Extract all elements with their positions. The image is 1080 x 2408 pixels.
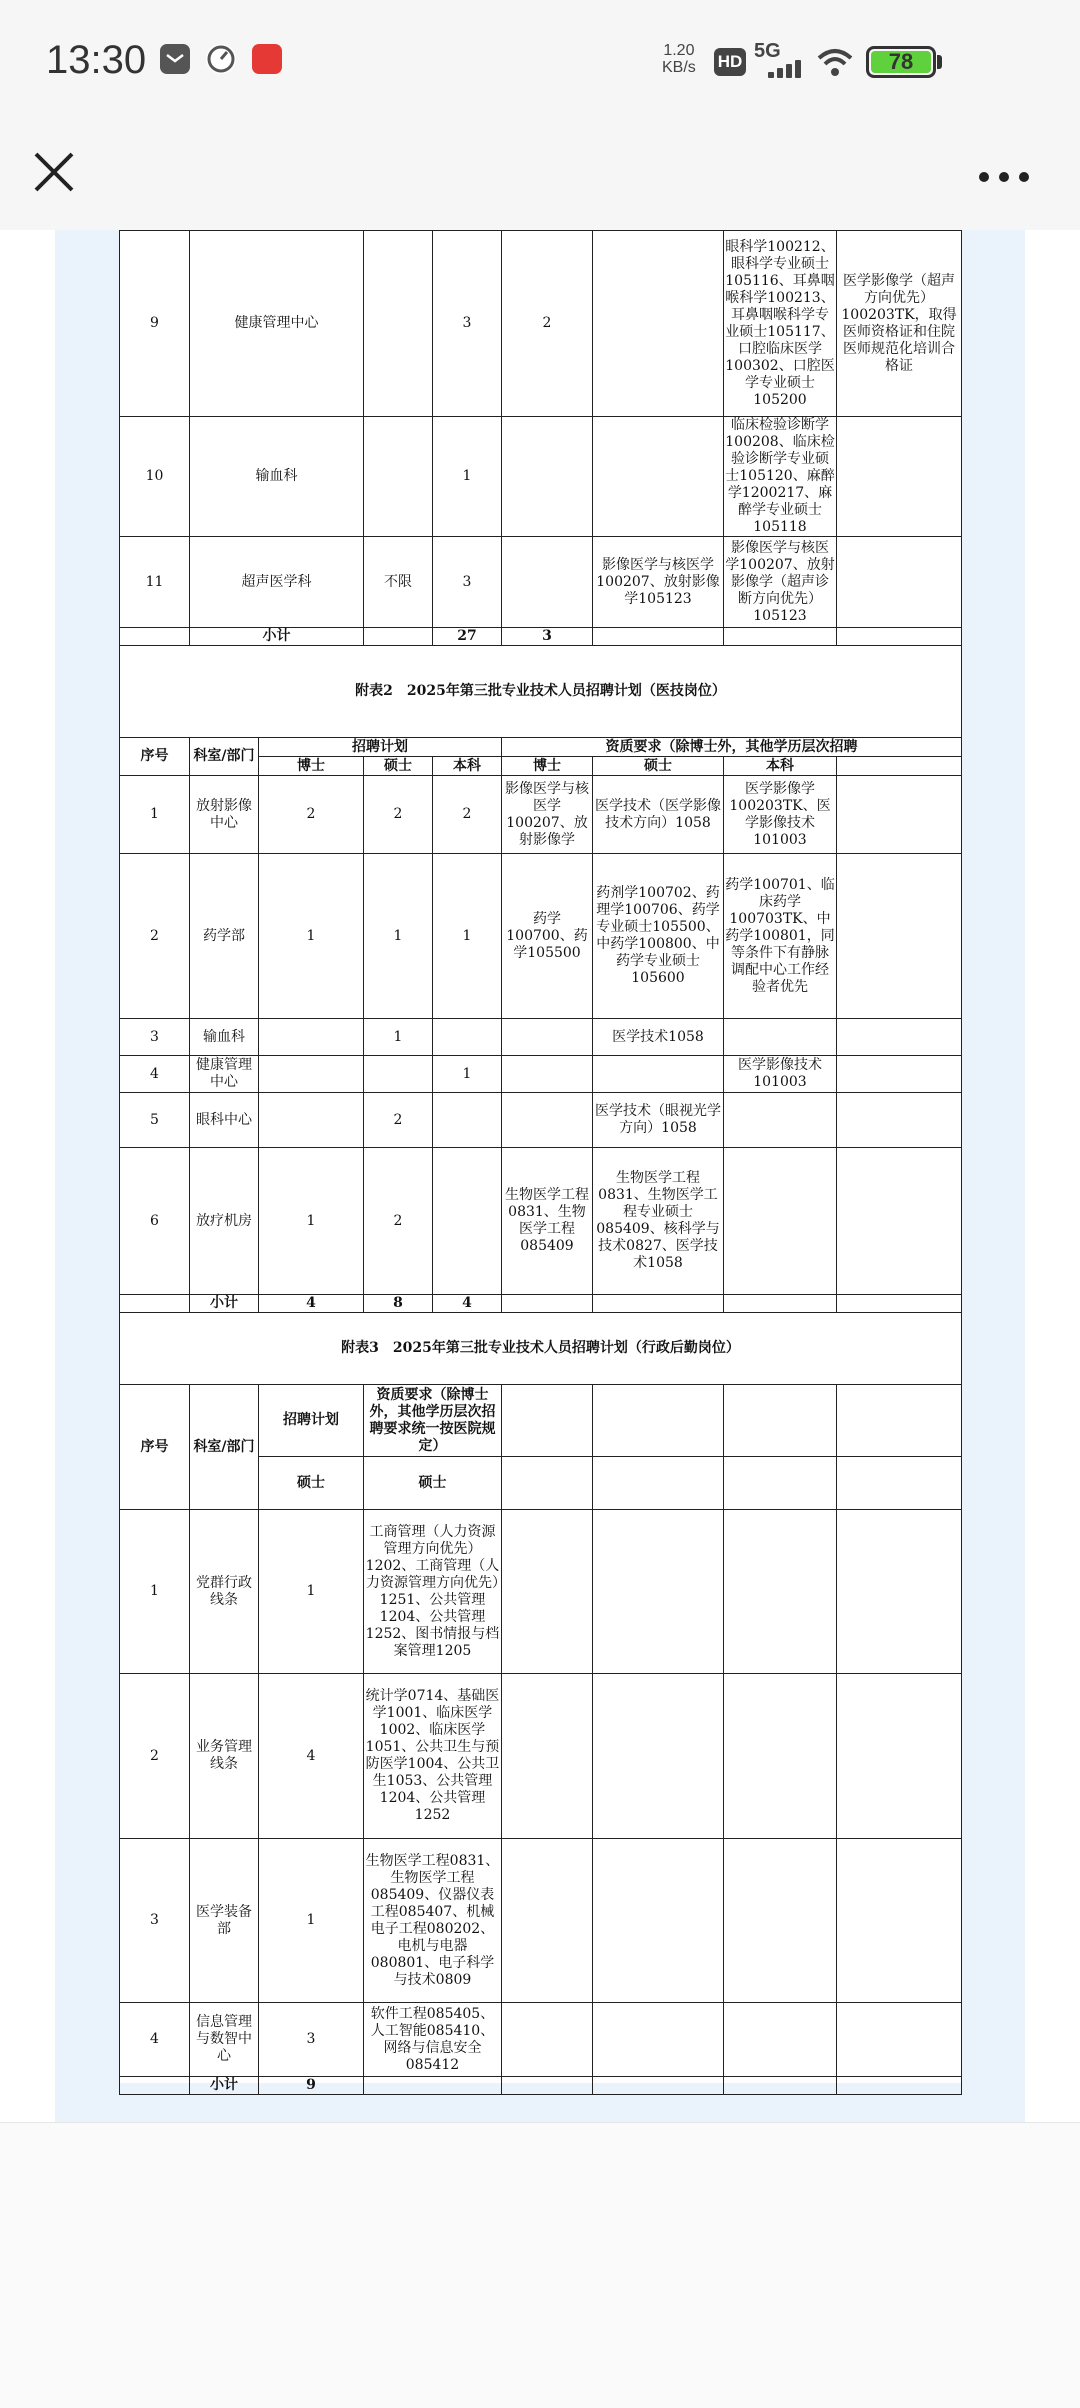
req-cell [837,537,962,628]
req-cell [724,1019,837,1056]
header-cell: 博士 [259,757,364,776]
cell [837,776,962,854]
cell: 1 [364,854,433,1019]
table-title-row [120,1313,962,1385]
subtotal-value: 3 [502,628,593,646]
req-cell [724,1093,837,1148]
table-row [120,1674,962,1839]
req-cell [837,417,962,537]
header-cell: 序号 [120,738,190,776]
header-cell: 科室/部门 [190,738,259,776]
cell: 2 [502,231,593,417]
dept-cell: 输血科 [190,1019,259,1056]
cell [502,537,593,628]
header-cell: 科室/部门 [190,1385,259,1510]
req-cell: 生物医学工程0831、生物医学工程085409 [502,1148,593,1295]
clock: 13:30 [46,38,147,82]
net-speed-value: 1.20 [663,42,695,59]
table-row [120,2003,962,2077]
table-row [120,854,962,1019]
cell [837,1019,962,1056]
dept-cell: 党群行政线条 [190,1510,259,1674]
subtotal-value: 4 [433,1295,502,1313]
header-cell: 资质要求（除博士外，其他学历层次招聘要求统一按医院规定） [364,1385,502,1457]
req-cell: 医学技术（医学影像技术方向）1058 [593,776,724,854]
row-number: 4 [120,2003,190,2077]
hd-badge: HD [714,48,746,76]
row-number: 2 [120,1674,190,1839]
header-cell: 本科 [433,757,502,776]
cell [837,1093,962,1148]
cell: 3 [259,2003,364,2077]
dept-cell: 放射影像中心 [190,776,259,854]
header-cell: 硕士 [364,757,433,776]
req-cell: 医学影像学（超声方向优先）100203TK，取得医师资格证和住院医师规范化培训合格证 [837,231,962,417]
cell [433,1093,502,1148]
table-row [120,1839,962,2003]
row-number: 11 [120,537,190,628]
subtotal-row [120,2077,962,2095]
more-icon[interactable] [978,168,1030,180]
req-cell: 影像医学与核医学100207、放射影像学 [502,776,593,854]
cell [259,1056,364,1093]
table-row [120,1510,962,1674]
req-cell: 医学影像学100203TK、医学影像技术101003 [724,776,837,854]
dept-cell: 超声医学科 [190,537,364,628]
header-row [120,1385,962,1457]
cell: 4 [259,1674,364,1839]
row-number: 1 [120,776,190,854]
req-cell: 药剂学100702、药理学100706、药学专业硕士105500、中药学100800、中药学专业硕士105600 [593,854,724,1019]
table-row [120,231,962,417]
cell: 1 [433,854,502,1019]
signal-icon [768,60,804,78]
red-app-icon [252,44,282,74]
req-cell: 医学技术1058 [593,1019,724,1056]
cell: 2 [364,1148,433,1295]
cell: 1 [259,1510,364,1674]
cell: 1 [433,417,502,537]
cell: 2 [259,776,364,854]
wifi-icon [816,46,854,82]
cell [593,231,724,417]
row-number: 3 [120,1839,190,2003]
mail-icon [160,44,190,74]
table-row [120,1019,962,1056]
table-row [120,1093,962,1148]
cell [433,1019,502,1056]
req-cell: 生物医学工程0831、生物医学工程085409、仪器仪表工程085407、机械电子工程080202、电机与电器080801、电子科学与技术0809 [364,1839,502,2003]
dept-cell: 信息管理与数智中心 [190,2003,259,2077]
close-icon[interactable] [34,152,74,192]
cell [433,1148,502,1295]
table-row [120,537,962,628]
table-row [120,417,962,537]
header-row [120,738,962,757]
cell [837,1148,962,1295]
cell [259,1019,364,1056]
header-cell: 硕士 [259,1457,364,1510]
cell [364,1056,433,1093]
header-cell: 资质要求（除博士外，其他学历层次招聘 [502,738,962,757]
cell [837,1056,962,1093]
cell: 2 [433,776,502,854]
req-cell: 影像医学与核医学100207、放射影像学105123 [593,537,724,628]
row-number: 6 [120,1148,190,1295]
subtotal-row [120,1295,962,1313]
cell [837,854,962,1019]
cell [364,417,433,537]
dept-cell: 业务管理线条 [190,1674,259,1839]
header-cell: 序号 [120,1385,190,1510]
cell: 1 [433,1056,502,1093]
cell [259,1093,364,1148]
dept-cell: 健康管理中心 [190,231,364,417]
cell: 不限 [364,537,433,628]
cell: 2 [364,1093,433,1148]
table-title-row [120,646,962,738]
network-type: 5G [754,40,781,62]
battery-tip [937,55,942,69]
dept-cell: 放疗机房 [190,1148,259,1295]
req-cell: 药学100701、临床药学100703TK、中药学100801，同等条件下有静脉调配中心工作经验者优先 [724,854,837,1019]
net-speed [662,42,696,76]
subtotal-label: 小计 [190,628,364,646]
header-cell: 博士 [502,757,593,776]
row-number: 2 [120,854,190,1019]
dept-cell: 药学部 [190,854,259,1019]
req-cell: 医学技术（眼视光学方向）1058 [593,1093,724,1148]
cell: 2 [364,776,433,854]
row-number: 1 [120,1510,190,1674]
header-cell: 招聘计划 [259,1385,364,1457]
speed-icon [206,44,236,74]
req-cell: 统计学0714、基础医学1001、临床医学1002、临床医学1051、公共卫生与预防医学1004、公共卫生1053、公共管理1204、公共管理1252 [364,1674,502,1839]
req-cell: 医学影像技术101003 [724,1056,837,1093]
dept-cell: 眼科中心 [190,1093,259,1148]
req-cell [502,1056,593,1093]
header-cell: 本科 [724,757,837,776]
req-cell [724,1148,837,1295]
req-cell: 临床检验诊断学100208、临床检验诊断学专业硕士105120、麻醉学1200217、麻醉学专业硕士105118 [725,417,835,535]
row-number: 4 [120,1056,190,1093]
cell: 1 [259,1148,364,1295]
subtotal-value: 9 [259,2077,364,2095]
row-number: 9 [120,231,190,417]
battery-level: 78 [871,51,931,73]
cell: 3 [433,537,502,628]
viewer-bottom-area [0,2123,1080,2408]
cell: 1 [364,1019,433,1056]
cell: 1 [259,1839,364,2003]
cell [364,231,433,417]
cell: 3 [433,231,502,417]
status-bar [0,0,1080,118]
req-cell: 眼科学100212、眼科学专业硕士105116、耳鼻咽喉科学100213、耳鼻咽喉科学专业硕士105117、口腔临床医学100302、口腔医学专业硕士105200 [724,231,837,417]
net-speed-unit: KB/s [662,59,696,76]
header-cell: 硕士 [364,1457,502,1510]
subtotal-value: 4 [259,1295,364,1313]
subtotal-label: 小计 [190,1295,259,1313]
req-cell [593,1056,724,1093]
header-cell: 硕士 [593,757,724,776]
recruitment-table [119,230,962,2095]
dept-cell: 健康管理中心 [190,1056,259,1093]
row-number: 3 [120,1019,190,1056]
row-number: 10 [120,417,190,537]
table-row [120,1148,962,1295]
cell [593,417,724,537]
title-bar [0,118,1080,230]
cell [502,417,593,537]
row-number: 5 [120,1093,190,1148]
table-row [120,776,962,854]
battery-icon [866,46,936,78]
req-cell: 药学100700、药学105500 [502,854,593,1019]
header-cell: 招聘计划 [259,738,502,757]
subtotal-value: 27 [433,628,502,646]
req-cell [502,1093,593,1148]
req-cell [502,1019,593,1056]
subtotal-row [120,628,962,646]
req-cell: 软件工程085405、人工智能085410、网络与信息安全085412 [364,2003,502,2077]
req-cell: 生物医学工程0831、生物医学工程专业硕士085409、核科学与技术0827、医学技术1058 [593,1148,724,1295]
dept-cell: 输血科 [190,417,364,537]
dept-cell: 医学装备部 [190,1839,259,2003]
cell: 1 [259,854,364,1019]
table2-title: 附表2 2025年第三批专业技术人员招聘计划（医技岗位） [120,646,962,738]
req-cell: 影像医学与核医学100207、放射影像学（超声诊断方向优先）105123 [724,537,837,628]
table3-title: 附表3 2025年第三批专业技术人员招聘计划（行政后勤岗位） [120,1313,962,1385]
req-cell: 工商管理（人力资源管理方向优先）1202、工商管理（人力资源管理方向优先）1251、公共管理1204、公共管理1252、图书情报与档案管理1205 [364,1510,502,1674]
subtotal-label: 小计 [190,2077,259,2095]
subtotal-value: 8 [364,1295,433,1313]
table-row [120,1056,962,1093]
